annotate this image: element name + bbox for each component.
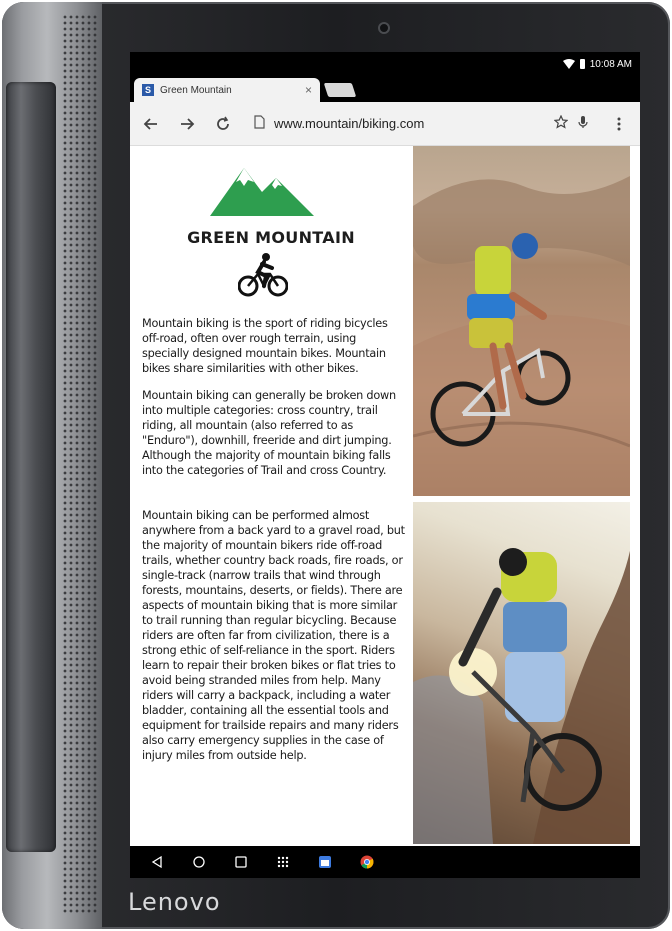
address-bar[interactable] (246, 109, 596, 139)
new-tab-button[interactable] (324, 83, 357, 97)
paragraph-categories: Mountain biking can generally be broken down into multiple categories: cross country, trail riding, all mountain (also referred to as "Enduro"), downhill, freeride and dirt jumping. Although the majority of mountain biking falls into the categories of Trail and cross Country. (142, 389, 396, 477)
status-time: 10:08 AM (589, 58, 632, 70)
mic-icon[interactable] (576, 115, 590, 132)
photo-rider-cliff (413, 502, 630, 844)
menu-button[interactable] (606, 111, 632, 137)
logo-title: GREEN MOUNTAIN (187, 228, 355, 247)
page-icon (252, 115, 266, 132)
speaker-grille (62, 14, 98, 914)
cyclist-icon (238, 252, 288, 298)
chrome-app-icon[interactable] (360, 855, 374, 869)
back-arrow-icon (143, 116, 159, 132)
screen (130, 52, 640, 878)
front-camera (378, 22, 390, 34)
browser-toolbar (130, 102, 640, 146)
photo-column (413, 146, 640, 846)
calendar-app-icon[interactable] (318, 855, 332, 869)
photo-rider-desert (413, 146, 630, 496)
hinge-cylinder (6, 82, 56, 852)
close-tab-icon[interactable]: × (304, 83, 312, 97)
status-bar (130, 52, 640, 76)
favicon-icon: S (142, 84, 154, 96)
browser-tab[interactable] (134, 78, 320, 102)
tab-strip (130, 76, 640, 102)
nav-back-icon[interactable] (150, 855, 164, 869)
star-icon[interactable] (554, 115, 568, 132)
web-page (130, 146, 640, 846)
back-button[interactable] (138, 111, 164, 137)
paragraph-terrain: Mountain biking can be performed almost anywhere from a back yard to a gravel road, but the majority of mountain bikers ride off-road trails, whether country back roads, fire roads, or single-track (narrow trails that wind through forests, mountains, deserts, or fields). There are aspects of mountain biking that is more similar to trail running than regular bicycling. Because riders are often far from civilization, there is a strong ethic of self-reliance in the sport. Riders learn to repair their broken bikes or flat tries to avoid being stranded miles from help. Many riders will carry a backpack, including a water bladder, containing all the essential tools and equipment for trailside repairs and many riders also carry emergency supplies in the case of injury miles from outside help. (142, 509, 405, 762)
url-text[interactable]: www.mountain/biking.com (274, 116, 425, 131)
nav-home-icon[interactable] (192, 855, 206, 869)
wifi-icon (563, 59, 575, 69)
reload-icon (215, 116, 231, 132)
paragraph-intro: Mountain biking is the sport of riding bicycles off-road, often over rough terrain, using specially designed mountain bikes. Mountain bikes share similarities with other bikes. (142, 317, 388, 375)
reload-button[interactable] (210, 111, 236, 137)
android-nav-bar (130, 846, 640, 878)
app-drawer-icon[interactable] (276, 855, 290, 869)
tab-title: Green Mountain (160, 84, 232, 96)
battery-icon (580, 59, 585, 69)
mountain-logo-icon (210, 160, 314, 216)
forward-button[interactable] (174, 111, 200, 137)
nav-recents-icon[interactable] (234, 855, 248, 869)
brand-logo: Lenovo (128, 888, 221, 916)
forward-arrow-icon (179, 116, 195, 132)
article-column (130, 146, 412, 846)
menu-dots-icon (611, 116, 627, 132)
